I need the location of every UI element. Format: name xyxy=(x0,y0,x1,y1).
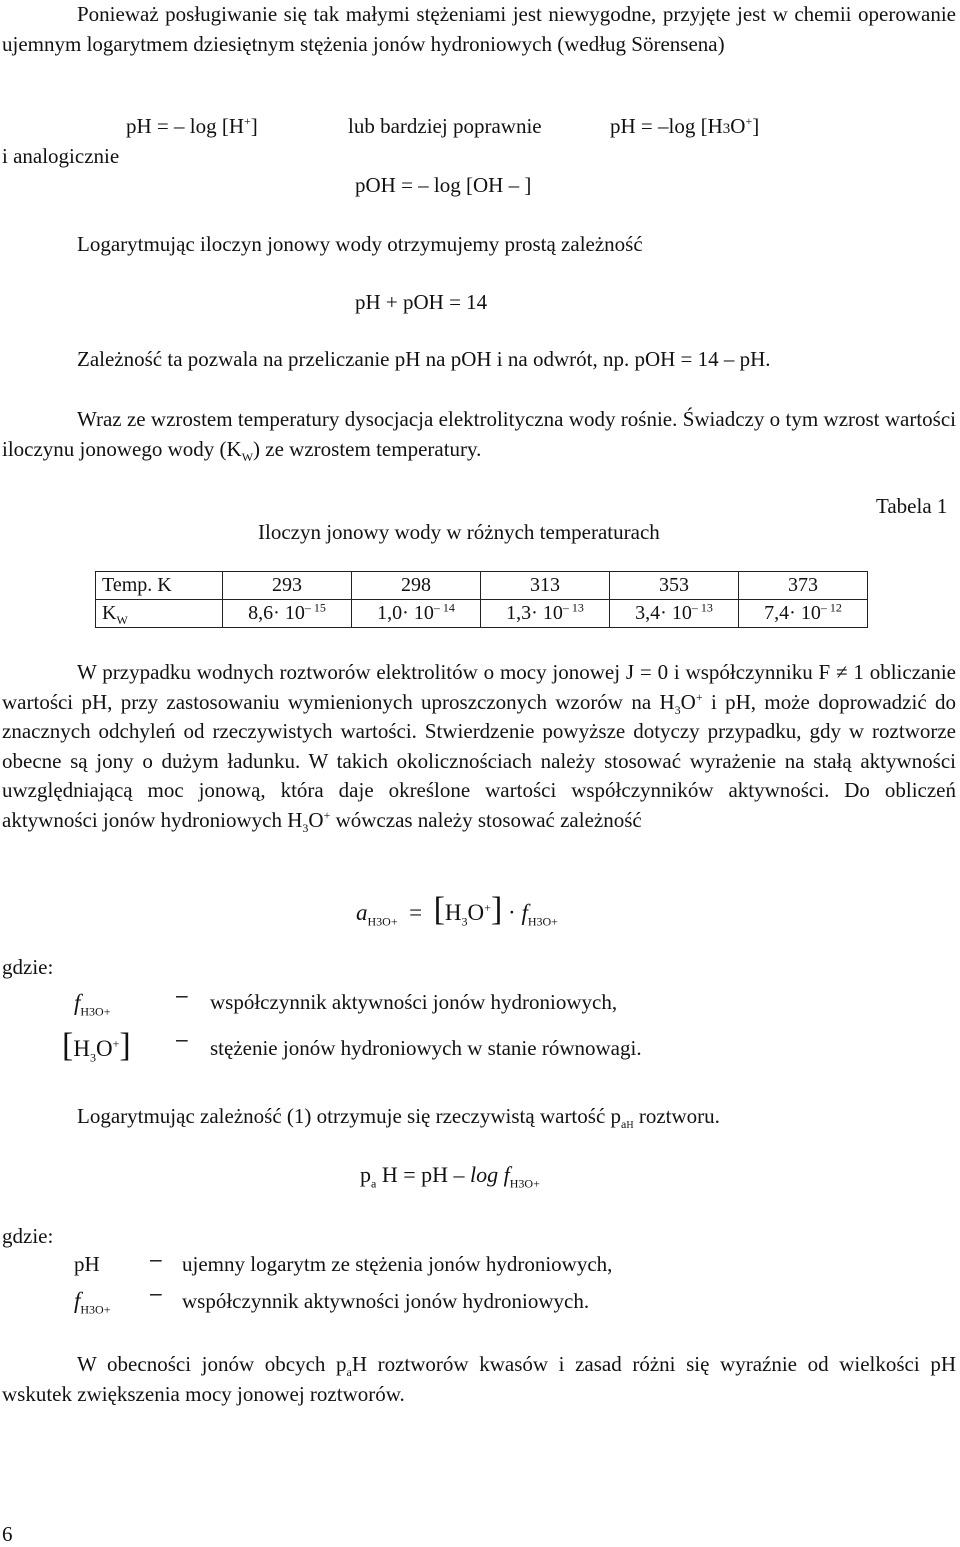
bracket-close: ] xyxy=(752,114,760,138)
where2-ph-desc: ujemny logarytm ze stężenia jonów hydroniowych, xyxy=(182,1252,613,1276)
bracket-open: [ xyxy=(433,891,445,928)
where1-f-desc: współczynnik aktywności jonów hydroniowych, xyxy=(210,990,618,1014)
dash-1: – xyxy=(176,984,188,1007)
f-subscript: H3O+ xyxy=(80,1302,111,1317)
kw-exponent: – 12 xyxy=(820,600,842,615)
dash-4: – xyxy=(150,1282,162,1305)
where-label-1: gdzie: xyxy=(2,955,54,979)
kw-cell xyxy=(223,600,352,628)
formula-plus: + xyxy=(484,900,491,915)
formula-f: f xyxy=(521,900,528,925)
conversion-sentence: Zależność ta pozwala na przeliczanie pH na pOH i na odwrót, np. pOH = 14 – pH. xyxy=(77,347,771,371)
f-symbol: f xyxy=(74,990,81,1015)
where2-f-symbol xyxy=(74,1288,111,1317)
kw-cell xyxy=(481,600,610,628)
subscript-3: 3 xyxy=(674,702,681,717)
kw-cell xyxy=(739,600,868,628)
final-text-a: W obecności jonów obcych p xyxy=(77,1352,347,1376)
kw-mantissa: 3,4 xyxy=(635,602,661,624)
kw-cell xyxy=(610,600,739,628)
kw-mantissa: 7,4 xyxy=(764,602,790,624)
formula-3: 3 xyxy=(89,1050,96,1065)
kw-base: · 10 xyxy=(789,602,821,624)
kw-cell xyxy=(352,600,481,628)
kw-mantissa: 1,0 xyxy=(377,602,403,624)
kw-exponent: – 15 xyxy=(304,600,326,615)
eq-sub: H3O+ xyxy=(509,1176,540,1191)
formula-subscript: H3O+ xyxy=(527,914,558,929)
equation-ph-mid: lub bardziej poprawnie xyxy=(348,114,542,138)
log2-h: H xyxy=(626,1120,634,1132)
oxygen-symbol: O xyxy=(680,689,696,714)
table-label: Tabela 1 xyxy=(876,494,948,518)
row-head-temp: Temp. K xyxy=(96,572,223,600)
formula-plus: + xyxy=(112,1036,120,1051)
temp-cell: 313 xyxy=(481,572,610,600)
kw-subscript: W xyxy=(116,613,128,627)
not-equal-sign: ≠ xyxy=(836,660,848,684)
kw-symbol: K xyxy=(102,602,117,624)
table-row xyxy=(96,600,868,628)
bracket-close: ] xyxy=(490,891,503,928)
oxygen-symbol: O xyxy=(730,114,746,138)
log2-text: Logarytmując zależność (1) otrzymuje się rzeczywistą wartość p xyxy=(77,1104,622,1128)
formula-equals: = xyxy=(409,900,423,925)
kw-base: · 10 xyxy=(660,602,692,624)
where2-f-desc: współczynnik aktywności jonów hydroniowych. xyxy=(182,1289,590,1313)
superscript-plus: + xyxy=(323,807,331,822)
kw-base: · 10 xyxy=(402,602,434,624)
temperature-paragraph xyxy=(2,405,956,464)
equation-poh: pOH = – log [OH – ] xyxy=(355,173,532,197)
superscript-plus: + xyxy=(695,689,703,704)
log2-sub: a xyxy=(621,1117,627,1132)
kw-mantissa: 8,6 xyxy=(248,602,274,624)
activity-text-4: wówczas należy stosować zależność xyxy=(335,807,642,832)
equation-ph xyxy=(126,114,258,138)
formula-subscript: H3O+ xyxy=(367,914,398,929)
formula-3: 3 xyxy=(461,914,468,929)
subscript-w: W xyxy=(241,449,254,464)
f-symbol: f xyxy=(74,1288,81,1313)
temp-cell: 298 xyxy=(352,572,481,600)
where1-f-symbol xyxy=(74,990,111,1019)
where1-concentration xyxy=(62,1026,131,1065)
activity-text-3: i pH, może doprowadzić do znacznych odchyleń od rzeczywistych wartości. Stwierdzenie powyższe dotyczy przypadku, gdy w roztworze obecne są jony o dużym ładunku. W takich okolicznościach należy stosować wyrażenie na stałą aktywności uwzględniającą moc jonową, która daje określone wartości współczynników aktywności. Do obliczeń aktywności jonów hydroniowych H xyxy=(2,689,957,832)
activity-paragraph xyxy=(2,658,956,835)
subscript-3: 3 xyxy=(302,820,309,835)
equation-ph-right xyxy=(610,114,759,138)
kw-exponent: – 13 xyxy=(562,600,584,615)
where2-ph-symbol: pH xyxy=(74,1252,100,1276)
eq-a: a xyxy=(371,1176,377,1191)
analog-label: i analogicznie xyxy=(2,144,120,168)
where-label-2: gdzie: xyxy=(2,1224,54,1248)
formula-a: a xyxy=(356,900,368,925)
log2-text-b: roztworu. xyxy=(638,1104,720,1128)
page-number: 6 xyxy=(2,1522,13,1546)
log2-sentence xyxy=(77,1104,720,1132)
activity-text-2: 1 obliczanie wartości pH, przy zastosowaniu wymienionych uproszczonych wzorów na H xyxy=(2,660,957,714)
temperature-text-a: Wraz ze wzrostem temperatury dysocjacja elektrolityczna wody rośnie. Świadczy o tym wzrost wartości iloczynu jonowego wody (K xyxy=(2,407,956,461)
formula-h: H xyxy=(444,900,462,925)
where1-c-desc: stężenie jonów hydroniowych w stanie równowagi. xyxy=(210,1036,642,1060)
equation-ph-left: pH = – log [H xyxy=(126,114,245,138)
intro-paragraph: Ponieważ posługiwanie się tak małymi stężeniami jest niewygodne, przyjęte jest w chemii operowanie ujemnym logarytmem dziesiętnym stężenia jonów hydroniowych (według Sörensena) xyxy=(2,2,956,56)
formula-h: H xyxy=(73,1036,90,1061)
final-text-b: H roztworów kwasów i zasad różni się wyraźnie od wielkości pH wskutek zwiększenia mocy jonowej roztworów. xyxy=(2,1352,956,1406)
table-caption: Iloczyn jonowy wody w różnych temperaturach xyxy=(258,520,660,544)
dash-2: – xyxy=(176,1028,188,1051)
eq-p: p xyxy=(360,1162,371,1187)
equation-paH xyxy=(360,1162,540,1191)
equation-ph-right-text: pH = –log [H xyxy=(610,114,723,138)
bracket-close: ] xyxy=(250,114,258,138)
activity-formula xyxy=(356,890,558,929)
temp-cell: 373 xyxy=(739,572,868,600)
subscript-3: 3 xyxy=(722,121,731,137)
formula-dot: · xyxy=(508,900,516,925)
eq-log: log f xyxy=(470,1162,510,1187)
kw-base: · 10 xyxy=(273,602,305,624)
dash-3: – xyxy=(150,1248,162,1271)
temp-cell: 353 xyxy=(610,572,739,600)
kw-exponent: – 14 xyxy=(433,600,455,615)
kw-exponent: – 13 xyxy=(691,600,713,615)
superscript-plus: + xyxy=(244,114,251,128)
bracket-close: ] xyxy=(119,1027,131,1064)
ionic-product-table xyxy=(95,571,868,628)
formula-o: O xyxy=(95,1036,113,1061)
equation-sum: pH + pOH = 14 xyxy=(355,290,488,314)
oxygen-symbol: O xyxy=(308,807,324,832)
bracket-open: [ xyxy=(62,1027,74,1064)
kw-base: · 10 xyxy=(531,602,563,624)
log-sentence: Logarytmując iloczyn jonowy wody otrzymujemy prostą zależność xyxy=(77,232,643,256)
row-head-kw xyxy=(96,600,223,628)
activity-text-1: W przypadku wodnych roztworów elektrolitów o mocy jonowej J = 0 i współczynniku F xyxy=(77,660,831,684)
superscript-plus: + xyxy=(745,114,753,128)
eq-rest: H = pH – xyxy=(381,1162,465,1187)
kw-mantissa: 1,3 xyxy=(506,602,532,624)
temp-cell: 293 xyxy=(223,572,352,600)
formula-o: O xyxy=(467,900,485,925)
final-sub: a xyxy=(346,1365,352,1380)
f-subscript: H3O+ xyxy=(80,1004,111,1019)
table-row xyxy=(96,572,868,600)
temperature-text-b: ) ze wzrostem temperatury. xyxy=(253,436,482,461)
final-paragraph xyxy=(2,1350,956,1409)
